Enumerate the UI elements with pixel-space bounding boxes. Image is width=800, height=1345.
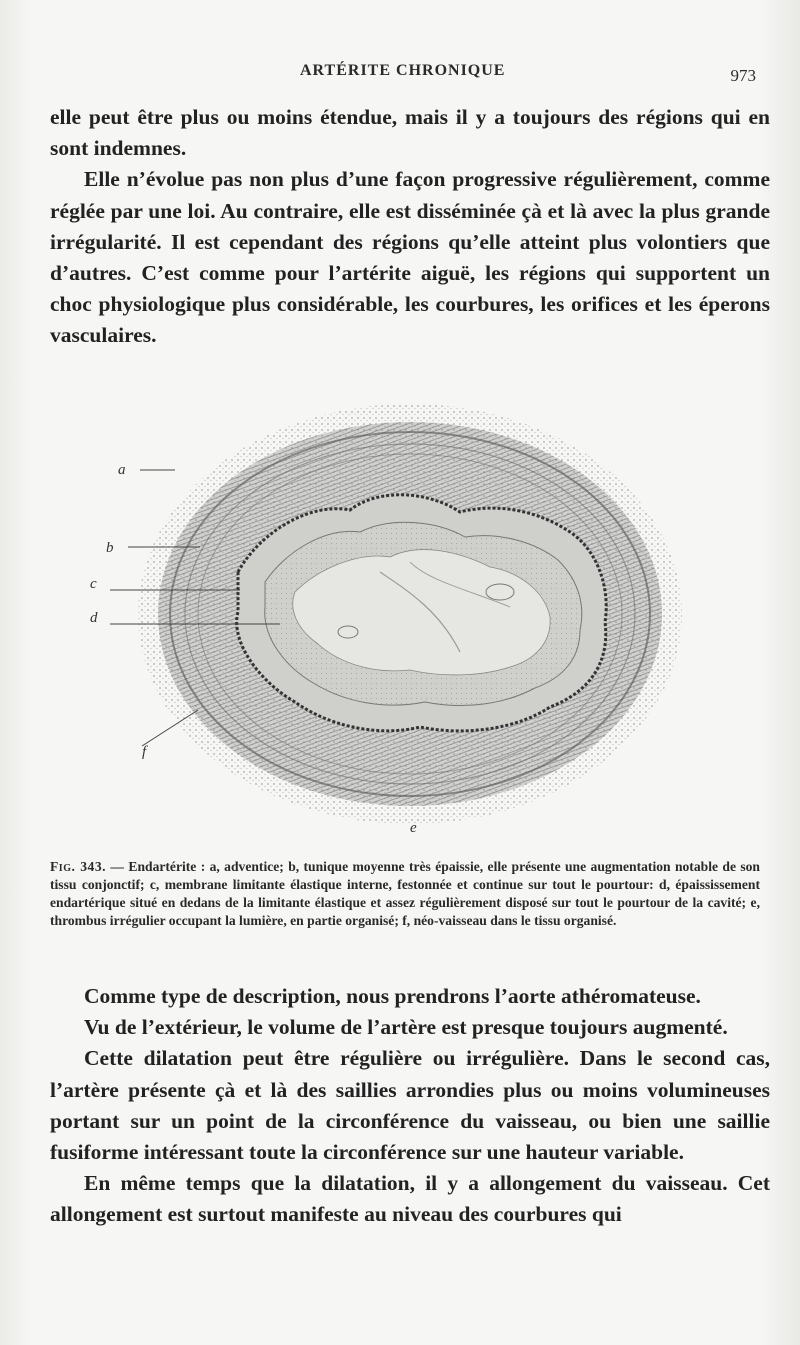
page-number: 973	[730, 66, 756, 85]
bottom-text-block	[50, 981, 770, 1231]
paragraph: En même temps que la dilatation, il y a allongement du vaisseau. Cet allongement est surtout manifeste au niveau des courbures qui	[50, 1171, 770, 1227]
paragraph: Comme type de description, nous prendrons l’aorte athéromateuse.	[84, 984, 701, 1008]
paragraph: Elle n’évolue pas non plus d’une façon progressive régulièrement, comme réglée par une loi. Au contraire, elle est disséminée çà et là avec la plus grande irrégularité. Il est cependant des régions qu’elle atteint plus volontiers que d’autres. C’est comme pour l’artérite aiguë, les régions qui supportent un choc physiologique plus considérable, les courbures, les orifices et les éperons vasculaires.	[50, 167, 770, 348]
page-header	[48, 56, 768, 86]
running-title: ARTÉRITE CHRONIQUE	[300, 62, 506, 79]
figure-caption	[50, 858, 760, 930]
paragraph: Vu de l’extérieur, le volume de l’artère est presque toujours augmenté.	[84, 1015, 728, 1040]
figure-label-d: d	[90, 610, 98, 626]
figure-label-f: f	[142, 744, 147, 760]
figure-label-e: e	[410, 820, 417, 836]
top-text-block	[50, 102, 770, 352]
figure-label-b: b	[106, 540, 114, 556]
paragraph: elle peut être plus ou moins étendue, mais il y a toujours des régions qui en sont indemnes.	[50, 105, 770, 161]
paragraph: Cette dilatation peut être régulière ou irrégulière. Dans le second cas, l’artère présente çà et là des saillies arrondies plus ou moins volumineuses portant sur un point de la circonférence du vaisseau, ou bien une saillie fusiforme intéressant toute la circonférence sur une hauteur variable.	[50, 1046, 770, 1165]
caption-figure-number: Fig. 343.	[50, 859, 107, 874]
figure-label-a: a	[118, 462, 126, 478]
figure-label-c: c	[90, 576, 97, 592]
caption-text: — Endartérite : a, adventice; b, tunique moyenne très épaissie, elle présente une augmentation notable de son tissu conjonctif; c, membrane limitante élastique interne, festonnée et continue sur tout le pourtour: d, épaississement endartérique situé en dedans de la limitante élastique et assez régulièrement disposé sur tout le pourtour de la cavité; e, thrombus irrégulier occupant la lumière, en partie organisé; f, néo-vaisseau dans le tissu organisé.	[50, 859, 760, 928]
artery-cross-section-figure	[80, 392, 720, 842]
artery-illustration	[80, 392, 720, 842]
